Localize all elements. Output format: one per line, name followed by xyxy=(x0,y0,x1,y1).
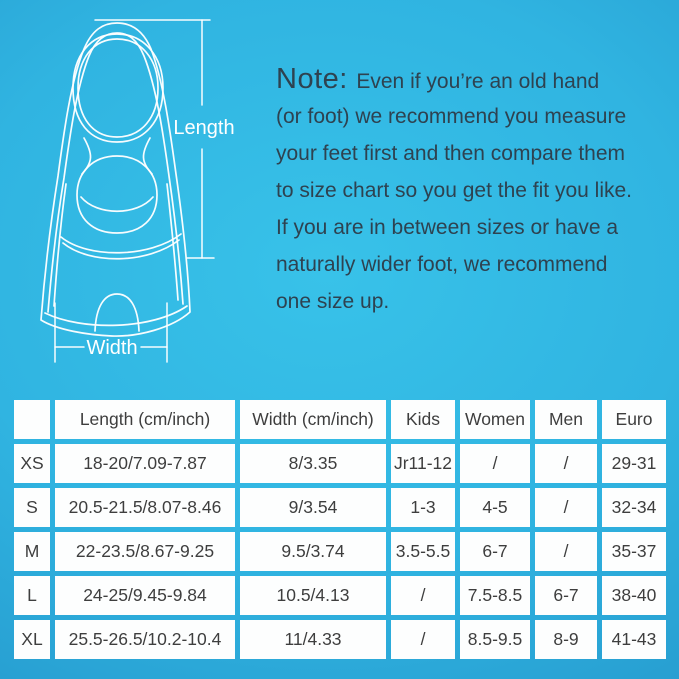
size-value-cell: 6-7 xyxy=(460,532,530,571)
note-title: Note: xyxy=(276,63,357,95)
header-cell: Kids xyxy=(391,400,455,439)
table-header-row xyxy=(14,400,666,439)
pocket-ball-smile xyxy=(81,197,153,211)
fin-diagram xyxy=(0,0,260,380)
size-table xyxy=(9,395,671,664)
size-value-cell: 35-37 xyxy=(602,532,666,571)
size-value-cell: 20.5-21.5/8.07-8.46 xyxy=(55,488,235,527)
size-value-cell: / xyxy=(391,620,455,659)
table-row xyxy=(14,488,666,527)
size-value-cell: 8/3.35 xyxy=(240,444,386,483)
size-label-cell: XL xyxy=(14,620,50,659)
size-value-cell: 4-5 xyxy=(460,488,530,527)
size-value-cell: 8.5-9.5 xyxy=(460,620,530,659)
size-value-cell: 11/4.33 xyxy=(240,620,386,659)
note-line: (or foot) we recommend you measure xyxy=(276,105,627,128)
header-cell: Euro xyxy=(602,400,666,439)
size-value-cell: 29-31 xyxy=(602,444,666,483)
length-label: Length xyxy=(173,117,235,139)
size-value-cell: 6-7 xyxy=(535,576,597,615)
size-label-cell: S xyxy=(14,488,50,527)
width-label: Width xyxy=(86,337,138,359)
header-cell: Width (cm/inch) xyxy=(240,400,386,439)
note-line: naturally wider foot, we recommend xyxy=(276,253,608,276)
size-value-cell: Jr11-12 xyxy=(391,444,455,483)
note-line: one size up. xyxy=(276,290,390,313)
note-text xyxy=(276,61,661,320)
size-table-head xyxy=(14,400,666,439)
pocket-ball xyxy=(77,156,157,233)
size-value-cell: / xyxy=(535,488,597,527)
size-value-cell: 8-9 xyxy=(535,620,597,659)
size-value-cell: 32-34 xyxy=(602,488,666,527)
size-value-cell: 24-25/9.45-9.84 xyxy=(55,576,235,615)
size-value-cell: 3.5-5.5 xyxy=(391,532,455,571)
table-row xyxy=(14,532,666,571)
size-table-body xyxy=(14,444,666,659)
bottom-band xyxy=(45,306,187,325)
foot-opening-outer xyxy=(73,34,163,142)
note-line: If you are in between sizes or have a xyxy=(276,216,619,239)
size-value-cell: 9.5/3.74 xyxy=(240,532,386,571)
size-value-cell: 7.5-8.5 xyxy=(460,576,530,615)
size-value-cell: / xyxy=(460,444,530,483)
size-value-cell: 18-20/7.09-7.87 xyxy=(55,444,235,483)
size-value-cell: 41-43 xyxy=(602,620,666,659)
size-value-cell: 38-40 xyxy=(602,576,666,615)
table-row xyxy=(14,620,666,659)
header-cell: Men xyxy=(535,400,597,439)
note-line: to size chart so you get the fit you like. xyxy=(276,179,633,202)
size-label-cell: L xyxy=(14,576,50,615)
heel-curve-inner xyxy=(63,240,179,259)
table-row xyxy=(14,576,666,615)
size-value-cell: / xyxy=(535,532,597,571)
table-row xyxy=(14,444,666,483)
size-value-cell: 1-3 xyxy=(391,488,455,527)
size-value-cell: 25.5-26.5/10.2-10.4 xyxy=(55,620,235,659)
size-value-cell: 22-23.5/8.67-9.25 xyxy=(55,532,235,571)
size-value-cell: / xyxy=(535,444,597,483)
header-cell: Length (cm/inch) xyxy=(55,400,235,439)
size-value-cell: 10.5/4.13 xyxy=(240,576,386,615)
note-line: Note: Even if you’re an old hand xyxy=(276,63,600,95)
header-cell xyxy=(14,400,50,439)
size-value-cell: 9/3.54 xyxy=(240,488,386,527)
note-line: your feet first and then compare them xyxy=(276,142,626,165)
size-label-cell: XS xyxy=(14,444,50,483)
size-value-cell: / xyxy=(391,576,455,615)
size-label-cell: M xyxy=(14,532,50,571)
header-cell: Women xyxy=(460,400,530,439)
